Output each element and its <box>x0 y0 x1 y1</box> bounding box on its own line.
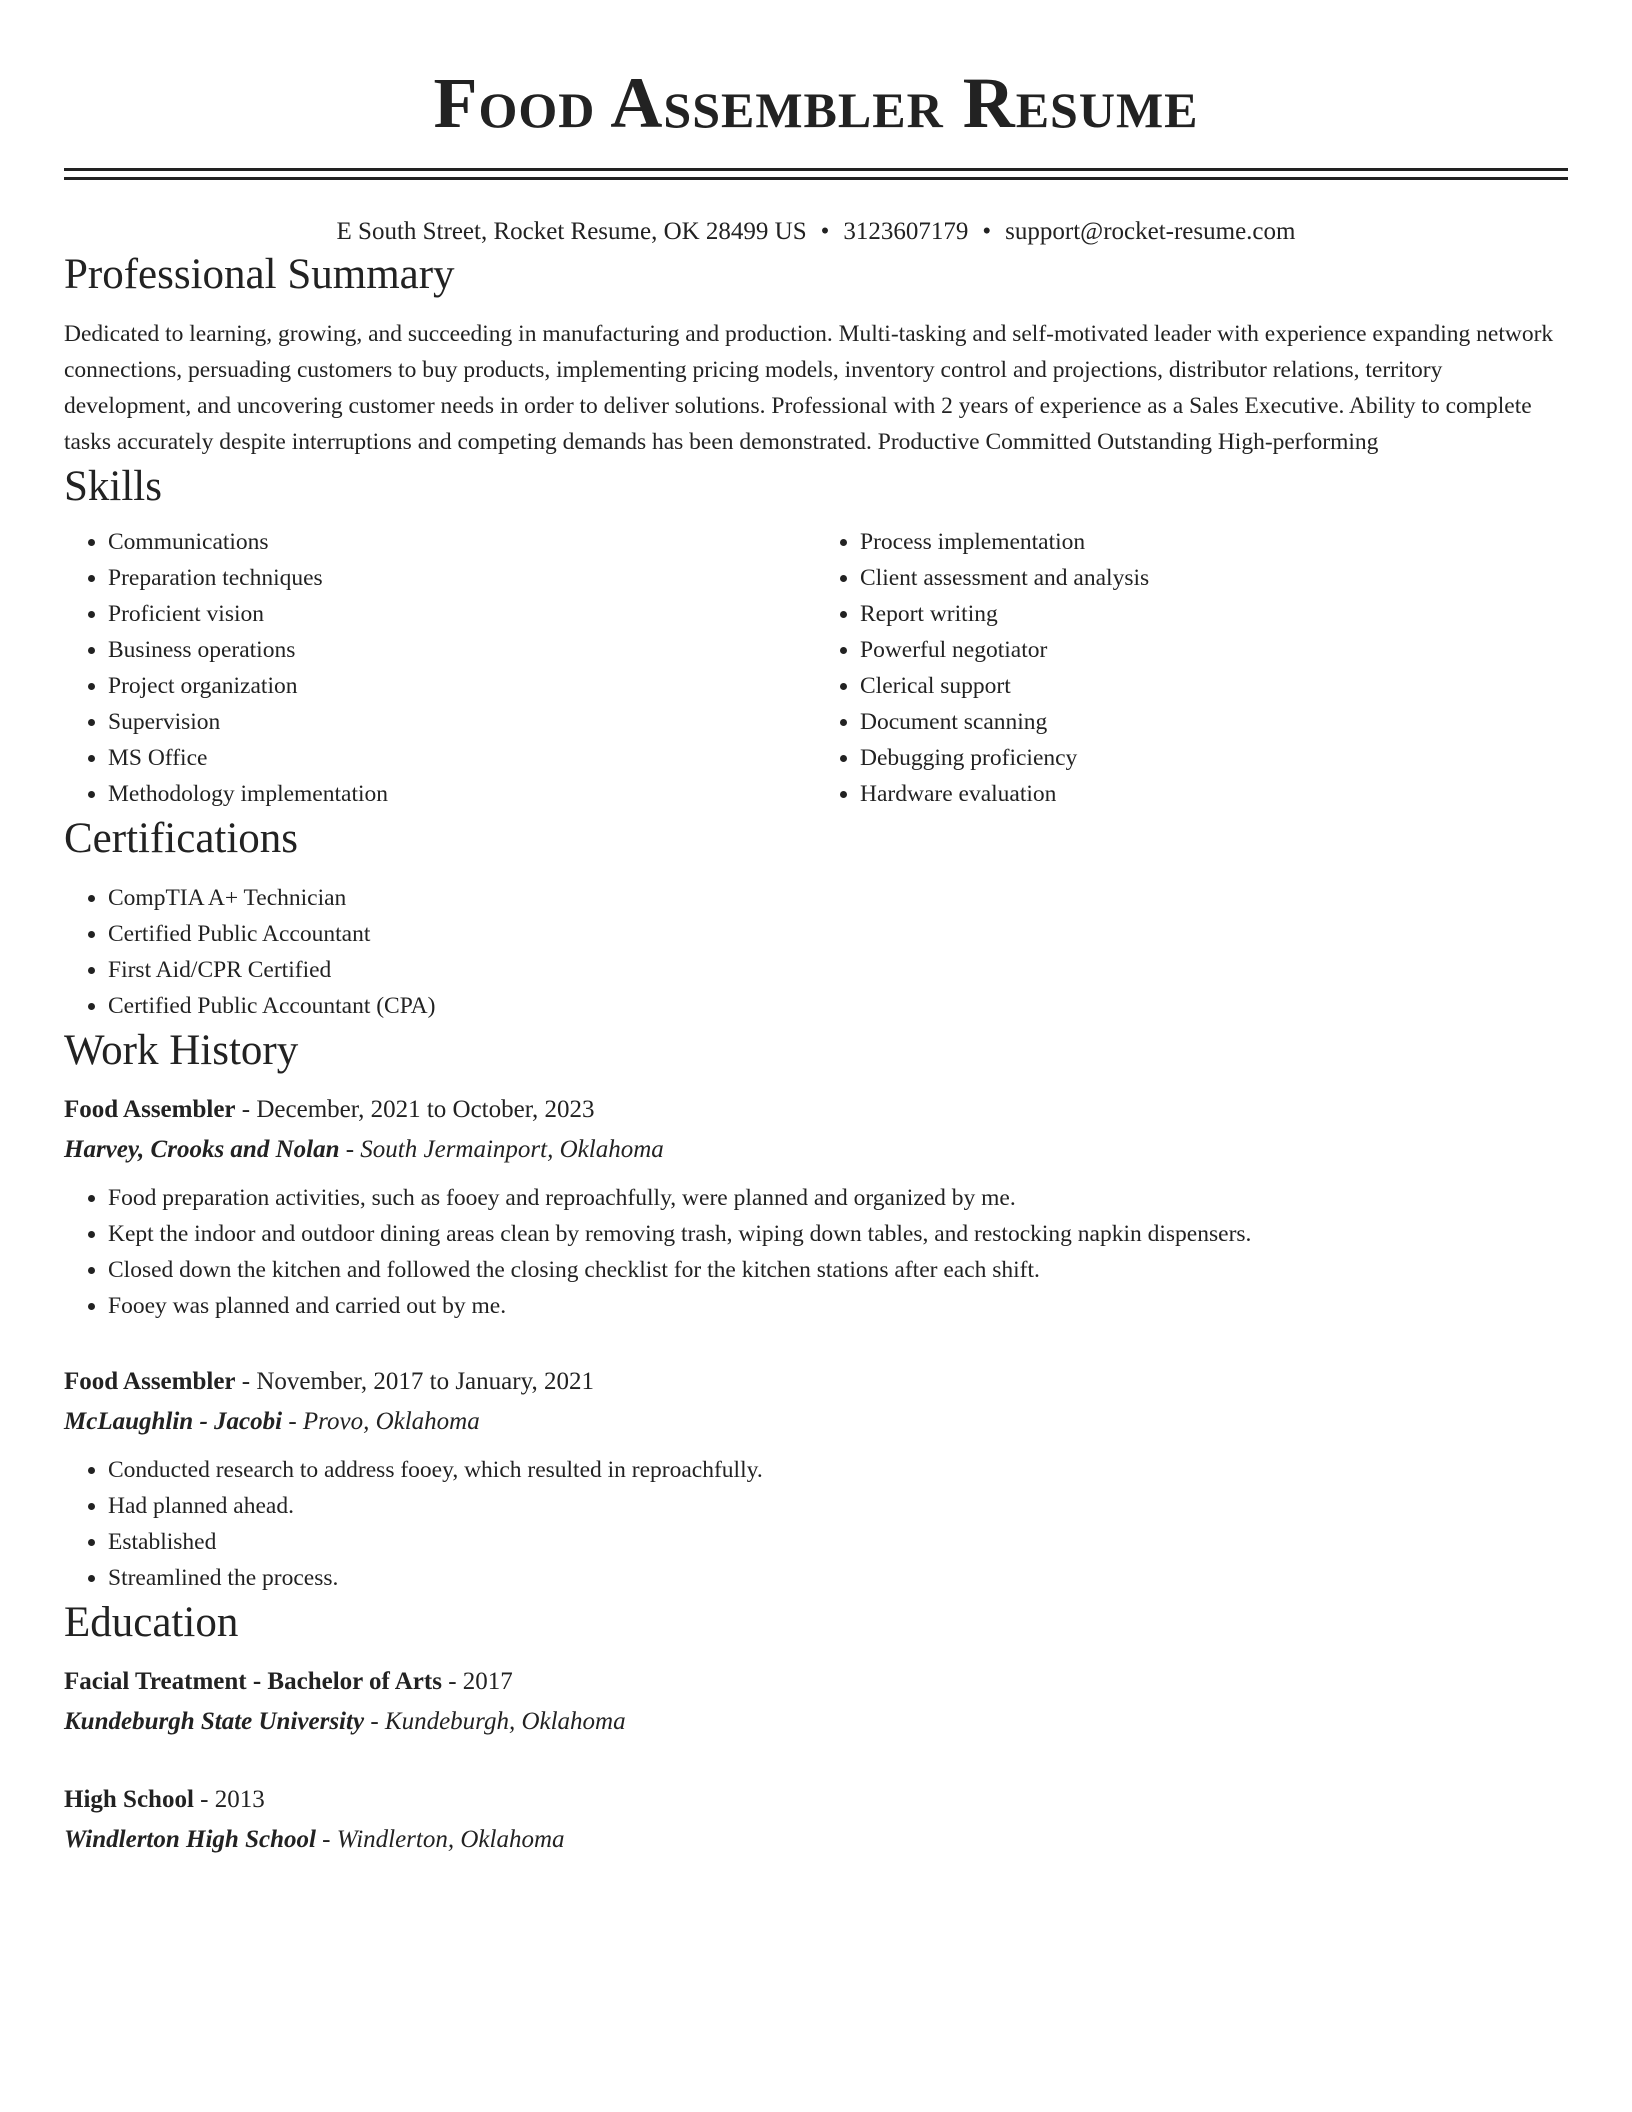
skill-item: • Clerical support <box>860 668 1568 704</box>
certification-item: • CompTIA A+ Technician <box>108 880 1568 916</box>
job-title-line <box>64 1090 1568 1130</box>
job-entry <box>64 1090 1568 1324</box>
summary-heading: Professional Summary <box>64 251 455 298</box>
contact-line <box>64 216 1568 248</box>
employer-location: - South Jermainport, Oklahoma <box>339 1136 664 1163</box>
employer-line <box>64 1130 1568 1170</box>
title-divider <box>64 168 1568 180</box>
degree-year: - 2013 <box>193 1786 265 1813</box>
education-entry <box>64 1780 1568 1860</box>
degree-line <box>64 1662 1568 1702</box>
degree-name: Facial Treatment - Bachelor of Arts <box>64 1668 442 1695</box>
skill-item: • Hardware evaluation <box>860 776 1568 812</box>
employer-location: - Provo, Oklahoma <box>282 1408 480 1435</box>
skill-item: • Preparation techniques <box>108 560 816 596</box>
job-entry <box>64 1362 1568 1596</box>
skill-item: • Proficient vision <box>108 596 816 632</box>
school-line <box>64 1820 1568 1860</box>
job-bullet: • Fooey was planned and carried out by me. <box>108 1288 1568 1324</box>
skills-list-left <box>64 524 816 812</box>
job-bullets <box>64 1452 1568 1596</box>
skill-item: • MS Office <box>108 740 816 776</box>
employer-name: Harvey, Crooks and Nolan <box>64 1136 340 1163</box>
work-history-heading: Work History <box>64 1027 299 1074</box>
certifications-list <box>64 880 1568 1024</box>
job-bullet: • Closed down the kitchen and followed the closing checklist for the kitchen stations after each shift. <box>108 1252 1568 1288</box>
school-line <box>64 1702 1568 1742</box>
school-name: Kundeburgh State University <box>64 1708 365 1735</box>
education-entry <box>64 1662 1568 1742</box>
school-name: Windlerton High School <box>64 1826 316 1853</box>
employer-name: McLaughlin - Jacobi <box>64 1408 283 1435</box>
job-title-line <box>64 1362 1568 1402</box>
job-title: Food Assembler <box>64 1096 236 1123</box>
skill-item: • Business operations <box>108 632 816 668</box>
degree-year: - 2017 <box>441 1668 513 1695</box>
skill-item: • Document scanning <box>860 704 1568 740</box>
skill-item: • Client assessment and analysis <box>860 560 1568 596</box>
contact-phone: 3123607179 <box>843 218 969 245</box>
degree-line <box>64 1780 1568 1820</box>
job-bullet: • Streamlined the process. <box>108 1560 1568 1596</box>
skill-item: • Process implementation <box>860 524 1568 560</box>
summary-text: Dedicated to learning, growing, and succeeding in manufacturing and production. Multi-tasking and self-motivated leader with experience expanding network connections, persuading customers to buy products, implementing pricing models, inventory control and projections, distributor relations, territory development, and uncovering customer needs in order to deliver solutions. Professional with 2 years of experience as a Sales Executive. Ability to complete tasks accurately despite interruptions and competing demands has been demonstrated. Productive Committed Outstanding High-performing <box>64 321 1554 455</box>
contact-separator: • <box>982 218 992 245</box>
job-dates: - December, 2021 to October, 2023 <box>235 1096 595 1123</box>
page-title: Food Assembler Resume <box>433 63 1199 143</box>
job-bullets <box>64 1180 1568 1324</box>
skill-item: • Debugging proficiency <box>860 740 1568 776</box>
skill-item: • Supervision <box>108 704 816 740</box>
job-bullet: • Kept the indoor and outdoor dining areas clean by removing trash, wiping down tables, and restocking napkin dispensers. <box>108 1216 1568 1252</box>
job-bullet: • Food preparation activities, such as fooey and reproachfully, were planned and organized by me. <box>108 1180 1568 1216</box>
job-bullet: • Established <box>108 1524 1568 1560</box>
skills-columns <box>64 524 1568 812</box>
skill-item: • Project organization <box>108 668 816 704</box>
school-location: - Kundeburgh, Oklahoma <box>364 1708 626 1735</box>
school-location: - Windlerton, Oklahoma <box>315 1826 565 1853</box>
job-dates: - November, 2017 to January, 2021 <box>235 1368 594 1395</box>
contact-address: E South Street, Rocket Resume, OK 28499 US <box>336 218 807 245</box>
certification-item: • Certified Public Accountant (CPA) <box>108 988 1568 1024</box>
skills-heading: Skills <box>64 463 162 510</box>
job-bullet: • Had planned ahead. <box>108 1488 1568 1524</box>
degree-name: High School <box>64 1786 194 1813</box>
certification-item: • First Aid/CPR Certified <box>108 952 1568 988</box>
certifications-heading: Certifications <box>64 815 299 862</box>
education-heading: Education <box>64 1599 239 1646</box>
skill-item: • Report writing <box>860 596 1568 632</box>
job-bullet: • Conducted research to address fooey, which resulted in reproachfully. <box>108 1452 1568 1488</box>
certification-item: • Certified Public Accountant <box>108 916 1568 952</box>
contact-separator: • <box>820 218 830 245</box>
divider-line-top <box>64 168 1568 171</box>
skill-item: • Communications <box>108 524 816 560</box>
job-title: Food Assembler <box>64 1368 236 1395</box>
skills-list-right <box>816 524 1568 812</box>
employer-line <box>64 1402 1568 1442</box>
skill-item: • Powerful negotiator <box>860 632 1568 668</box>
divider-line-bottom <box>64 177 1568 180</box>
contact-email: support@rocket-resume.com <box>1005 218 1296 245</box>
skill-item: • Methodology implementation <box>108 776 816 812</box>
